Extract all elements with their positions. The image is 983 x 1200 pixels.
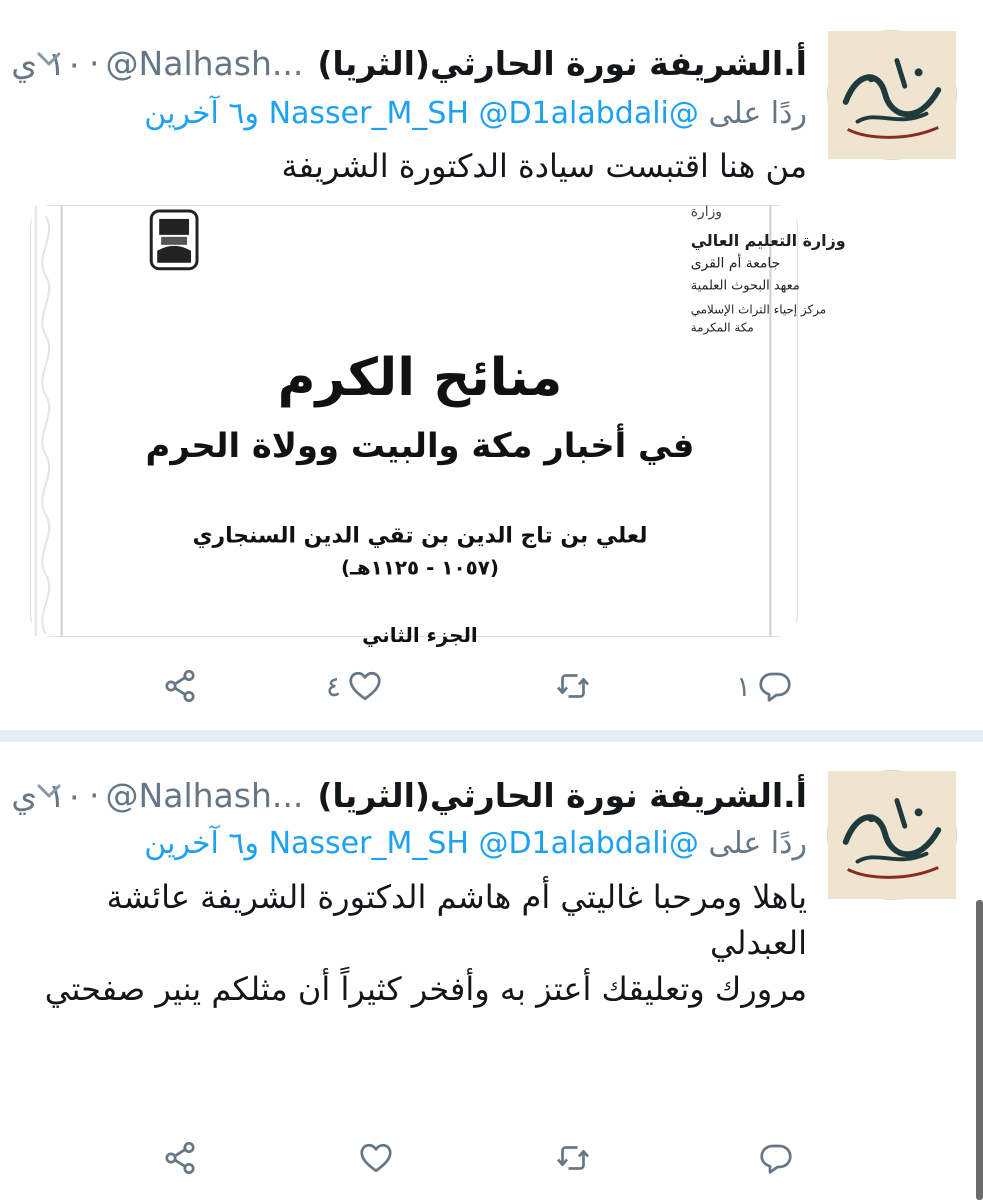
book-cover-image [31,203,846,647]
tweet-media-image[interactable] [30,203,846,647]
reply-mentions[interactable]: @Nasser_M_SH @D1alabdali [268,96,699,131]
reply-button[interactable] [730,656,793,716]
author-handle[interactable]: @Nalhash... [105,43,304,83]
tweet-text-line: مرورك وتعليقك أعتز به وأفخر كثيراً أن مثلكم ينير صفحتي [44,970,807,1008]
retweet-button[interactable] [555,656,591,716]
tweet-actions [0,656,983,716]
book-author: لعلي بن تاج الدين بن تقي الدين السنجاري [192,523,648,549]
tweet-actions [0,1128,983,1188]
tweet-text [30,142,807,190]
avatar[interactable] [827,770,957,900]
author-name[interactable]: أ.الشريفة نورة الحارثي(الثريا) [317,43,807,83]
chevron-down-icon[interactable] [34,44,64,74]
university-emblem-icon [151,211,197,269]
retweet-icon [555,1140,591,1176]
reply-mentions[interactable]: @Nasser_M_SH @D1alabdali [268,826,699,861]
share-icon [162,1140,198,1176]
ministry-line: وزارة التعليم العالي [690,230,846,250]
reply-prefix: ردًا على [708,96,807,131]
reply-button[interactable] [758,1128,794,1188]
share-icon [162,668,198,704]
avatar[interactable] [827,30,957,160]
reply-context [30,96,807,131]
reply-icon [758,1140,794,1176]
like-icon [358,1140,394,1176]
reply-icon [757,668,793,704]
ministry-line: معهد البحوث العلمية [690,278,800,294]
ministry-line: مركز إحياء التراث الإسلامي [690,302,827,317]
chevron-down-icon[interactable] [34,776,64,806]
like-icon [347,668,383,704]
share-button[interactable] [162,656,198,716]
reply-others[interactable]: و٦ آخرين [144,826,260,861]
reply-prefix: ردًا على [708,826,807,861]
tweet-time[interactable]: ١٠ ي [11,43,84,83]
calligraphy-avatar-icon [828,771,956,899]
retweet-icon [555,668,591,704]
separator-dot: · [89,775,100,815]
book-dates: (١٠٥٧ - ١١٢٥هـ) [340,556,499,580]
book-subtitle: في أخبار مكة والبيت وولاة الحرم [145,425,695,465]
reply-count: ١ [736,669,752,703]
book-title: منائح الكرم [277,348,563,409]
book-part: الجزء الثاني [362,623,478,647]
like-button[interactable] [320,656,383,716]
separator-dot: · [89,43,100,83]
tweet[interactable] [0,742,983,1200]
like-button[interactable] [358,1128,394,1188]
reply-others[interactable]: و٦ آخرين [144,96,260,131]
ministry-line: جامعة أم القرى [690,255,781,272]
author-name[interactable]: أ.الشريفة نورة الحارثي(الثريا) [317,775,807,815]
retweet-button[interactable] [555,1128,591,1188]
tweet-text [40,874,807,1012]
tweet-divider [0,730,983,742]
reply-context [30,826,807,861]
share-button[interactable] [162,1128,198,1188]
calligraphy-avatar-icon [828,31,956,159]
scrollbar[interactable] [976,900,983,1200]
ministry-line: مكة المكرمة [690,320,754,335]
tweet-header [11,38,807,88]
svg-text:وزارة: وزارة [690,203,723,220]
author-handle[interactable]: @Nalhash... [105,775,304,815]
tweet-text-line: من هنا اقتبست سيادة الدكتورة الشريفة [281,147,807,185]
tweet-text-line: ياهلا ومرحبا غاليتي أم هاشم الدكتورة الشريفة عائشة العبدلي [106,878,807,962]
tweet-header [11,770,807,820]
like-count: ٤ [326,669,342,703]
tweet-time[interactable]: ١٠ ي [11,775,84,815]
